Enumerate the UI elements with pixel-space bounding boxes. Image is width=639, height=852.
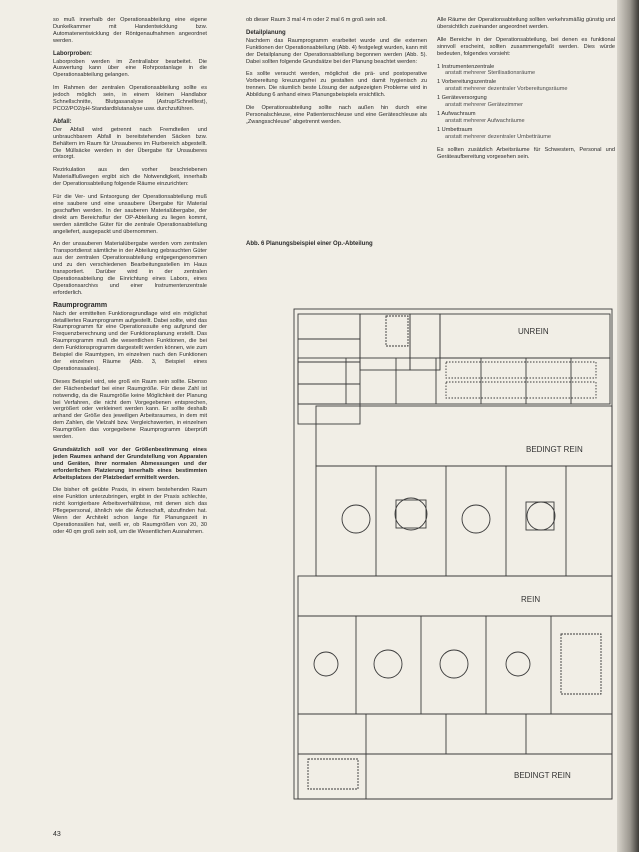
op-table [395,498,427,530]
zone-rein [298,576,612,616]
paragraph: so muß innerhalb der Operationsabteilung eine eigene Dunkelkammer mit Handentwicklung bzw. Automatenentwicklung der Röntgenaufnahmen angeordnet werden. [53,17,207,44]
paragraph: Es sollten zusätzlich Arbeitsräume für Schwestern, Personal und Geräteaufbereitung vorgesehen sein. [437,146,615,160]
paragraph: Rezirkulation aus den vorher beschriebenen Materialflußwegen ergibt sich die Notwendigkeit, innerhalb der Operationsabteilung folgende Räume einzurichten: [53,167,207,188]
operating-rooms [316,466,612,576]
list-item: 1 Geräteversorgung anstatt mehrerer Gerätezimmer [437,95,524,109]
paragraph: Laborproben werden im Zentrallabor bearbeitet. Die Auswertung kann über eine Rohrpostanlage in die Operationsabteilung gelangen. [53,58,207,79]
paragraph: Alle Bereiche in der Operationsabteilung, bei denen es funktional sinnvoll erscheint, sollten zusammengefaßt werden. Dies würde bedeuten, folgendes vorsieht: [437,36,615,57]
room-block [298,314,360,424]
zone-label: REIN [521,595,541,604]
room [360,314,410,370]
zone-label: BEDINGT REIN [526,445,583,454]
paragraph: An der unsauberen Materialübergabe werden vom zentralen Transportdienst sämtliche in der Abteilung gebrauchten Güter aus der zentralen Operationsabteilung entgegengenommen und zu den verschiedenen Bearbeitungsstellen im Haus transportiert. Darüber wird in der zentralen Operationsabteilung die Einrichtung eines Labors, eines Operationsarchivs und einer Instrumentenzentrale erforderlich. [53,241,207,296]
room [410,314,440,370]
zone-bedingt-rein-bottom [298,714,612,799]
paragraph: Nachdem das Raumprogramm erarbeitet wurde und die externen Funktionen der Operationsabteilung (Abb. 4) festgelegt wurden, kann mit der Detailplanung der Operationsabteilung begonnen werden (Abb. 5). Dabei sollten folgende Grundsätze bei der Planung beachtet werden: [246,37,427,65]
paragraph: Im Rahmen der zentralen Operationsabteilung sollte es jedoch möglich sein, in einem kleinen Handlabor Schnellschnitte, Blutgasanalyse (Astrup/Schnelltest), PCO2/PO2/pH-Standardblutanalyse usw. durchzuführen. [53,85,207,112]
section-heading: Raumprogramm [53,301,108,309]
op-table [462,505,490,533]
paragraph: Die bisher oft geübte Praxis, in einem bestehenden Raum eine Funktion unterzubringen, ergibt in der Praxis schlechte, nicht korrigierbare Arbeitsverhältnisse, mit denen sich das Pflegepersonal, ähnlich wie die Ärzteschaft, abzufinden hat. Wenn der Architekt schon lange für Planungszeit in Operationssälen hat, weiß er, ob Raumgrößen von 20, 30 oder 40 qm groß sein soll, um die Wesentlichen Ausnahmen. [53,487,207,535]
list-item: 1 Instrumentenzentrale anstatt mehrerer Sterilisationsräume [437,63,536,77]
paragraph: Der Abfall wird getrennt nach Fremdteilen und unbrauchbarem Abfall in bereitstehenden Säcken bzw. Behältern im Raum für Unsauberes im Flurbereich abgestellt. Die Müllsäcke werden in der Übergabe für Unsauberes entsorgt. [53,126,207,161]
text-column-left [53,17,207,542]
floor-plan-drawing [246,254,619,802]
section-heading: Detailplanung [246,29,286,36]
paragraph: Für die Ver- und Entsorgung der Operationsabteilung muß eine saubere und eine unsaubere Übergabe für Material geschaffen werden. In der sauberen Materialübergabe, der direkt am Bereichsflur der OP-Abteilung zu liegen kommt, werden sämtliche Güter für die zentrale Operationsabteilung angeliefert, ausgepackt und übernommen. [53,194,207,235]
paragraph-bold: Grundsätzlich soll vor der Größenbestimmung eines jeden Raumes anhand der Grundstellung von Apparaten und Geräten, ihrer normalen Abmessungen und der erforderlichen Platzierung innerhalb eines bestimmten Arbeitsplatzes der Platzbedarf ermittelt werden. [53,446,207,481]
paragraph: Dieses Beispiel wird, wie groß ein Raum sein sollte. Ebenso der Flächenbedarf bei einer Raumgröße. Für diese Zahl ist notwendig, da die Raumgröße keine Möglichkeit der Planung bei Verfahren, die nicht dem Vorgegebenen entsprechen, vergrößert oder verkleinert werden kann. Er sollte deshalb anhand der Größe des jeweiligen Arbeitsraumes, in dem mit dem Zahlen, die Vielzahl bzw. Vergleichswerten, in einzelnen Raumgrößen das vorgegebene Raumprogramm überprüft werden. [53,378,207,441]
paragraph: Alle Räume der Operationsabteilung sollten verkehrsmäßig günstig und übersichtlich zueinander angeordnet werden. [437,17,615,30]
text-column-right [437,17,615,166]
building-outline [294,309,612,799]
figure-caption: Abb. 6 Planungsbeispiel einer Op.-Abteilung [246,241,373,247]
section-heading: Abfall: [53,118,72,125]
paragraph: Es sollte versucht werden, möglichst die prä- und postoperative Vorbereitung kreuzungsfrei zu gestalten und damit hygienisch zu trennen. Die räumlich beste Lösung der aufgezeigten Probleme wird in Abbildung 6 anhand eines Planungsbeispiels ersichtlich. [246,71,427,99]
page-number: 43 [53,831,61,838]
corridor-unrein [440,314,610,358]
paragraph: Die Operationsabteilung sollte nach außen hin durch eine Personalschleuse, eine Patientenschleuse und eine Geräteschleuse als „Zwangsschleuse“ abgetrennt werden. [246,105,427,125]
op-table [527,502,555,530]
room-strip [298,358,610,404]
zone-label: UNREIN [518,327,549,336]
lower-rooms [298,616,612,714]
list-item: 1 Aufwachraum anstatt mehrerer Aufwachräume [437,110,525,124]
zone-label: BEDINGT REIN [514,771,571,780]
text-column-middle [246,17,427,132]
paragraph: Nach der ermittelten Funktionsgrundlage wird ein möglichst detailliertes Raumprogramm aufgestellt. Dabei sollte, wird das Raumprogramm für eine Operationssuite eng aufgrund der Frequenzberechnung und der Funktionsplanung erstellt. Das Raumprogramm muß die wesentlichen Funktionen, die bei dem Funktionsprogramm dargestellt werden können, wie zum Beispiel die Raumtypen, im einzelnen nach den Funktionen der einzelnen Räume (Abb. 3, Beispiel eines Operationssaales). [53,310,207,372]
paragraph: ob dieser Raum 3 mal 4 m oder 2 mal 6 m groß sein soll. [246,17,387,23]
list-item: 1 Vorbereitungszentrale anstatt mehrerer dezentraler Vorbereitungsräume [437,79,568,93]
list-item: 1 Umbettraum anstatt mehrerer dezentraler Umbetträume [437,126,552,140]
section-heading: Laborproben: [53,50,92,57]
op-table [342,505,370,533]
centralization-list [437,64,615,141]
book-spine-shadow [617,0,639,852]
